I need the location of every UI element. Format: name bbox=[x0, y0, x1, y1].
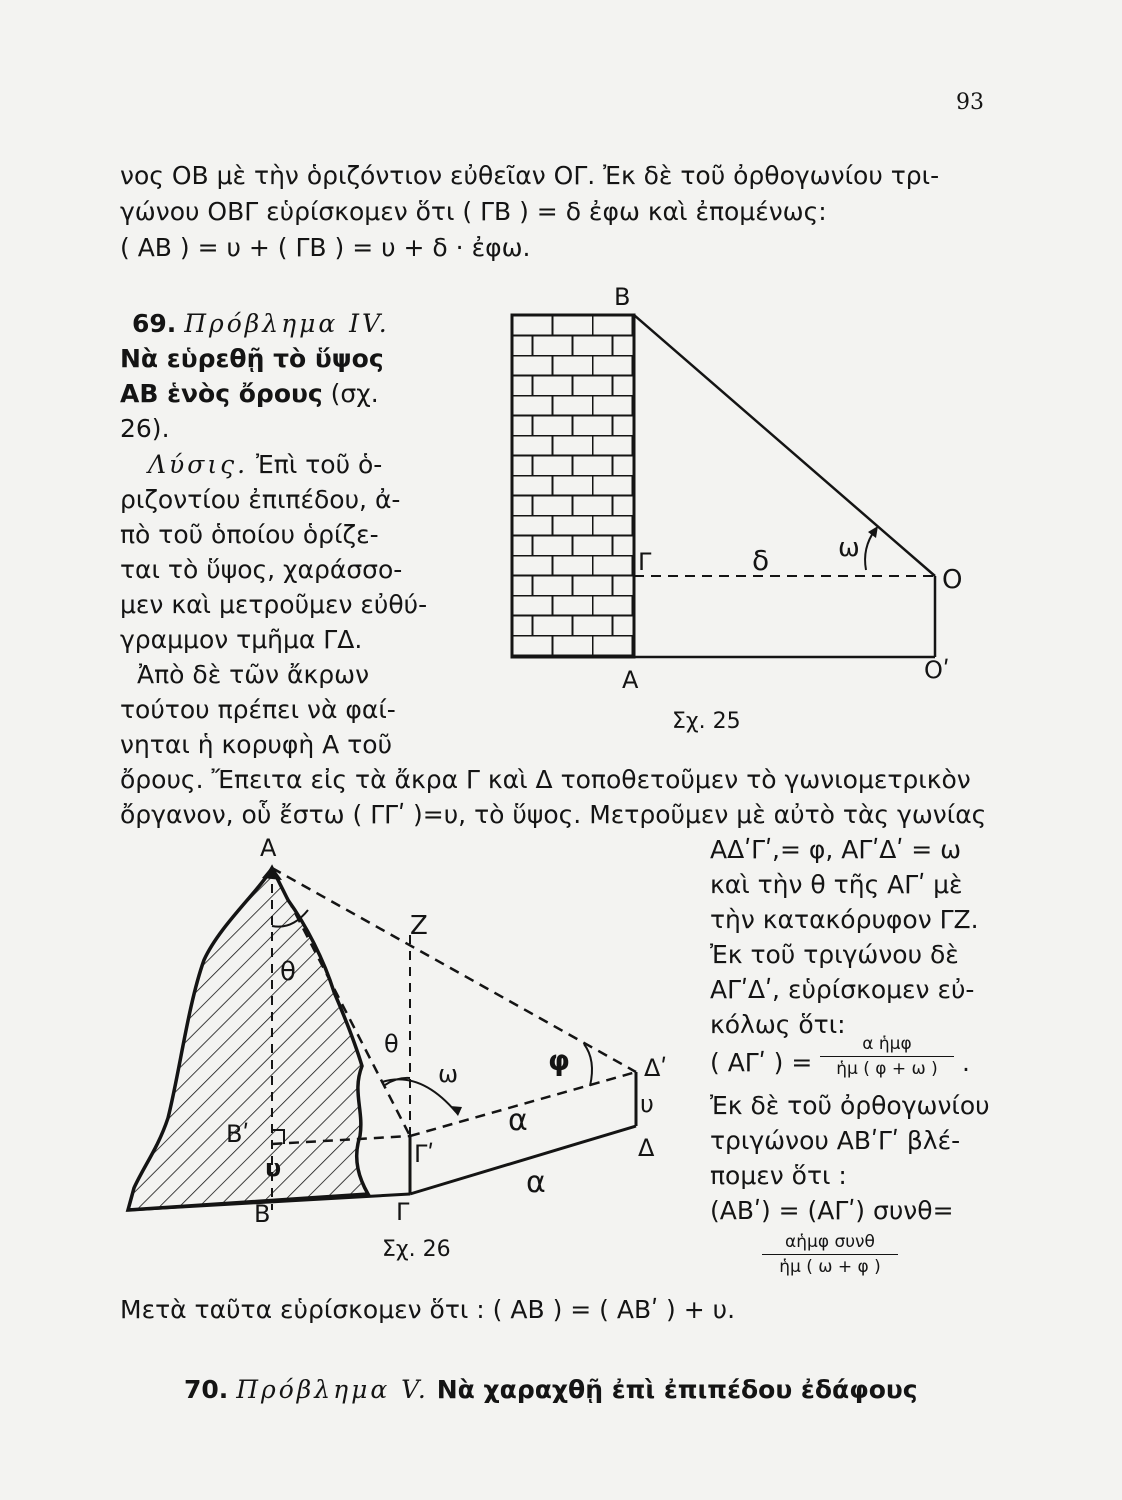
page-number: 93 bbox=[956, 90, 984, 115]
fig26-label-theta-1: θ bbox=[280, 957, 296, 987]
solution-text-1: Ἐπὶ τοῦ ὁ- bbox=[248, 450, 383, 479]
solution-line-9: νηται ἡ κορυφὴ Α τοῦ bbox=[120, 730, 393, 759]
problem-70-statement: Νὰ χαραχθῇ ἐπὶ ἐπιπέδου ἐδάφους bbox=[436, 1375, 918, 1404]
fig26-label-theta-2: θ bbox=[384, 1030, 399, 1058]
problem-69-number: 69. bbox=[132, 309, 177, 338]
omega-arrow bbox=[450, 1106, 462, 1116]
solution-full-line-1: ὄρους. Ἔπειτα εἰς τὰ ἄκρα Γ καὶ Δ τοποθετοῦμεν τὸ γωνιομετρικὸν bbox=[120, 765, 971, 794]
angle-arrow bbox=[868, 526, 878, 538]
right-line-9: πομεν ὅτι : bbox=[710, 1161, 847, 1190]
sight-line-BO bbox=[634, 315, 935, 576]
fig26-label-A: Α bbox=[260, 834, 277, 862]
angle-arc-phi bbox=[584, 1044, 592, 1086]
fig26-label-B2: Βʹ bbox=[226, 1120, 250, 1148]
solution-line-1 bbox=[148, 449, 382, 481]
solution-line-4: ται τὸ ὕψος, χαράσσο- bbox=[120, 555, 403, 584]
right-line-1: ΑΔʹΓʹ,= φ, ΑΓʹΔʹ = ω bbox=[710, 835, 962, 864]
fig26-label-Z: Ζ bbox=[410, 911, 428, 941]
solution-line-2: ριζοντίου ἐπιπέδου, ἀ- bbox=[120, 485, 401, 514]
problem-69-statement-3: 26). bbox=[120, 414, 170, 443]
fig25-label-delta: δ bbox=[752, 544, 770, 577]
problem-70-title: Πρόβλημα V. bbox=[236, 1375, 429, 1404]
fig26-label-a2: α bbox=[526, 1165, 546, 1200]
solution-line-8: τούτου πρέπει νὰ φαί- bbox=[120, 695, 396, 724]
equation-1-period: . bbox=[962, 1048, 970, 1077]
fig26-label-G: Γ bbox=[396, 1198, 410, 1226]
fig26-label-G2: Γʹ bbox=[414, 1140, 435, 1168]
right-line-8: τριγώνου ΑΒʹΓʹ βλέ- bbox=[710, 1126, 961, 1155]
solution-line-7: Ἀπὸ δὲ τῶν ἄκρων bbox=[137, 660, 370, 689]
solution-line-3: πὸ τοῦ ὁποίου ὁρίζε- bbox=[120, 520, 379, 549]
solution-line-5: μεν καὶ μετροῦμεν εὐθύ- bbox=[120, 590, 428, 619]
fig25-label-omega: ω bbox=[838, 533, 860, 563]
figure-25 bbox=[500, 280, 980, 740]
right-line-2: καὶ τὴν θ τῆς ΑΓʹ μὲ bbox=[710, 870, 963, 899]
right-line-7: Ἐκ δὲ τοῦ ὀρθογωνίου bbox=[710, 1091, 990, 1120]
equation-2-numerator: αἡμφ συνθ bbox=[762, 1232, 898, 1255]
fig26-label-v1: υ bbox=[640, 1090, 654, 1118]
problem-70-number: 70. bbox=[184, 1375, 229, 1404]
fig25-label-G: Γ bbox=[638, 548, 652, 576]
right-line-6: κόλως ὅτι: bbox=[710, 1010, 846, 1039]
intro-line-3: ( ΑΒ ) = υ + ( ΓΒ ) = υ + δ · ἐφω. bbox=[120, 233, 531, 262]
fig25-label-O: Ο bbox=[942, 565, 963, 595]
solution-word: Λύσις. bbox=[148, 450, 249, 479]
problem-69-statement-bold: ΑΒ ἑνὸς ὄρους bbox=[120, 379, 323, 408]
conclusion-line: Μετὰ ταῦτα εὑρίσκομεν ὅτι : ( ΑΒ ) = ( ΑΒʹ ) + υ. bbox=[120, 1295, 736, 1324]
fig26-caption: Σχ. 26 bbox=[382, 1237, 451, 1262]
fig26-label-v2: υ bbox=[265, 1154, 282, 1182]
fig25-label-O2: Οʹ bbox=[924, 656, 950, 684]
problem-69-heading bbox=[132, 308, 390, 340]
equation-1-lhs: ( ΑΓʹ ) = bbox=[710, 1048, 813, 1077]
fig25-label-B: Β bbox=[614, 283, 631, 311]
problem-70-heading bbox=[184, 1374, 918, 1406]
solution-line-6: γραμμον τμῆμα ΓΔ. bbox=[120, 625, 363, 654]
equation-1-numerator: α ἡμφ bbox=[820, 1034, 954, 1057]
fig25-label-A: Α bbox=[622, 666, 639, 694]
brick-wall bbox=[512, 315, 634, 657]
equation-1-fraction bbox=[820, 1034, 954, 1079]
fig26-label-D2: Δʹ bbox=[644, 1054, 668, 1082]
fig26-label-phi: φ bbox=[548, 1044, 570, 1077]
fig26-label-omega: ω bbox=[438, 1060, 459, 1088]
right-line-3: τὴν κατακόρυφον ΓΖ. bbox=[710, 905, 979, 934]
equation-2-denominator: ἡμ ( ω + φ ) bbox=[779, 1257, 881, 1277]
solution-full-line-2: ὄργανον, οὗ ἔστω ( ΓΓʹ )=υ, τὸ ὕψος. Μετροῦμεν μὲ αὐτὸ τὰς γωνίας bbox=[120, 800, 987, 829]
problem-69-title: Πρόβλημα IV. bbox=[184, 309, 390, 338]
fig26-label-B: Β bbox=[254, 1200, 271, 1228]
right-line-4: Ἐκ τοῦ τριγώνου δὲ bbox=[710, 940, 959, 969]
intro-line-1: νος ΟΒ μὲ τὴν ὁριζόντιον εὐθεῖαν ΟΓ. Ἐκ δὲ τοῦ ὀρθογωνίου τρι- bbox=[120, 161, 940, 190]
right-line-5: ΑΓʹΔʹ, εὑρίσκομεν εὐ- bbox=[710, 975, 975, 1004]
intro-line-2: γώνου ΟΒΓ εὑρίσκομεν ὅτι ( ΓΒ ) = δ ἐφω καὶ ἐπομένως: bbox=[120, 197, 827, 226]
equation-2-fraction bbox=[762, 1232, 898, 1277]
figure-26 bbox=[120, 830, 710, 1270]
problem-69-statement-2 bbox=[120, 378, 379, 410]
equation-1-denominator: ἡμ ( φ + ω ) bbox=[836, 1059, 938, 1079]
mountain bbox=[128, 868, 368, 1210]
problem-69-statement-ref: (σχ. bbox=[322, 379, 379, 408]
equation-2-lhs: (ΑΒʹ) = (ΑΓʹ) συνθ= bbox=[710, 1196, 954, 1225]
fig25-caption: Σχ. 25 bbox=[672, 709, 741, 734]
fig26-label-a1: α bbox=[508, 1103, 528, 1138]
fig26-label-D: Δ bbox=[638, 1134, 655, 1162]
problem-69-statement-1: Νὰ εὑρεθῇ τὸ ὕψος bbox=[120, 344, 384, 373]
